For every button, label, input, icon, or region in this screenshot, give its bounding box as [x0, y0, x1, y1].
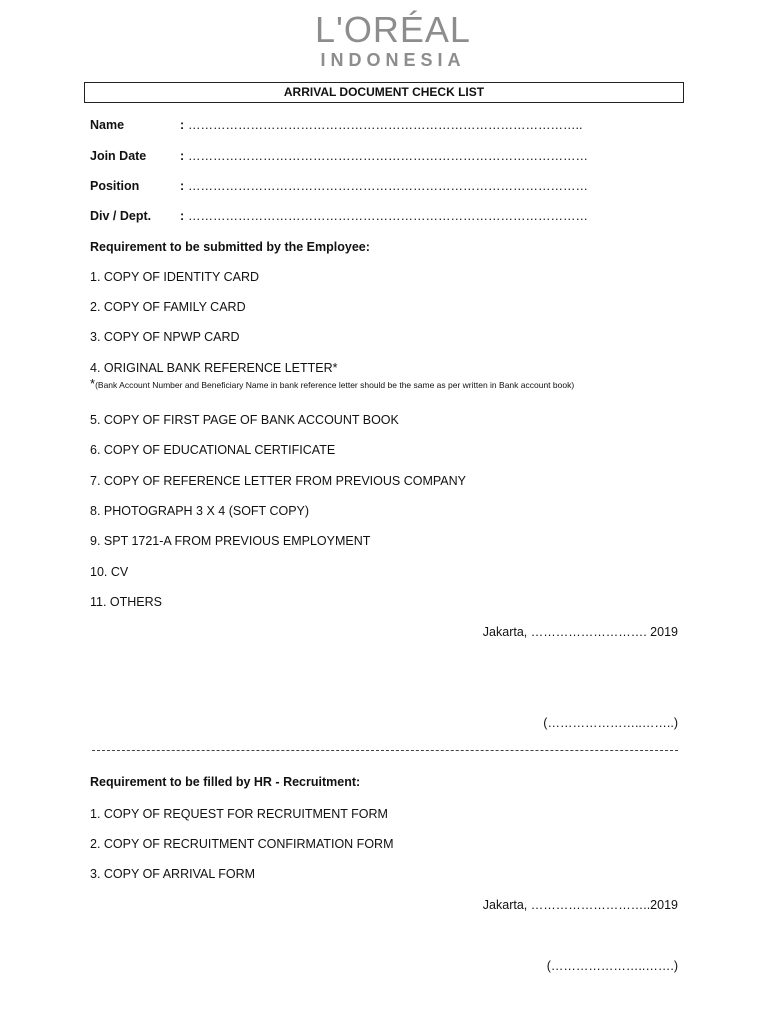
- list-item: 9. SPT 1721-A FROM PREVIOUS EMPLOYMENT: [90, 534, 371, 548]
- list-item: 8. PHOTOGRAPH 3 X 4 (SOFT COPY): [90, 504, 310, 518]
- list-item: 2. COPY OF RECRUITMENT CONFIRMATION FORM: [90, 837, 394, 851]
- logo-brand-text: L'ORÉAL: [315, 9, 471, 50]
- list-item: 7. COPY OF REFERENCE LETTER FROM PREVIOUS COMPANY: [90, 474, 466, 488]
- hr-requirements-heading: Requirement to be filled by HR - Recruitment:: [90, 775, 361, 789]
- list-item: 1. COPY OF IDENTITY CARD: [90, 270, 260, 284]
- field-label: Position: [90, 179, 140, 193]
- document-title: ARRIVAL DOCUMENT CHECK LIST: [84, 82, 684, 103]
- field-label: Div / Dept.: [90, 209, 152, 223]
- section-divider: [92, 750, 678, 751]
- field-value: ……………………………………………………………………………………: [188, 149, 588, 163]
- field-separator: :: [180, 149, 185, 163]
- list-item: 4. ORIGINAL BANK REFERENCE LETTER*: [90, 361, 338, 375]
- field-separator: :: [180, 179, 185, 193]
- footnote: [90, 378, 574, 391]
- field-position: [90, 178, 588, 194]
- footnote-star: *: [90, 376, 96, 391]
- field-separator: :: [180, 118, 185, 132]
- signature-line: (…………………..…….): [546, 959, 678, 973]
- field-value: ……………………………………………………………………………………: [188, 179, 588, 193]
- place-date-line: Jakarta, ………………………. 2019: [482, 625, 678, 639]
- field-label: Name: [90, 118, 125, 132]
- place-date-line: Jakarta, ………………………..2019: [482, 898, 678, 912]
- list-item: 1. COPY OF REQUEST FOR RECRUITMENT FORM: [90, 807, 388, 821]
- signature-line: (…………………..……..): [543, 716, 678, 730]
- list-item: 11. OTHERS: [90, 595, 163, 609]
- footnote-text: (Bank Account Number and Beneficiary Name in bank reference letter should be the same as per written in Bank account book): [95, 380, 575, 390]
- list-item: 10. CV: [90, 565, 129, 579]
- field-value: …………………………………………………………………………………..: [188, 118, 583, 132]
- field-label: Join Date: [90, 149, 147, 163]
- field-join-date: [90, 148, 588, 164]
- field-separator: :: [180, 209, 185, 223]
- logo-subtitle-text: INDONESIA: [320, 50, 466, 70]
- list-item: 3. COPY OF ARRIVAL FORM: [90, 867, 256, 881]
- field-value: ……………………………………………………………………………………: [188, 209, 588, 223]
- list-item: 5. COPY OF FIRST PAGE OF BANK ACCOUNT BOOK: [90, 413, 399, 427]
- company-logo: [268, 9, 518, 70]
- field-name: [90, 117, 582, 133]
- field-div-dept: [90, 208, 588, 224]
- list-item: 3. COPY OF NPWP CARD: [90, 330, 240, 344]
- list-item: 2. COPY OF FAMILY CARD: [90, 300, 246, 314]
- list-item: 6. COPY OF EDUCATIONAL CERTIFICATE: [90, 443, 336, 457]
- employee-requirements-heading: Requirement to be submitted by the Employee:: [90, 240, 370, 254]
